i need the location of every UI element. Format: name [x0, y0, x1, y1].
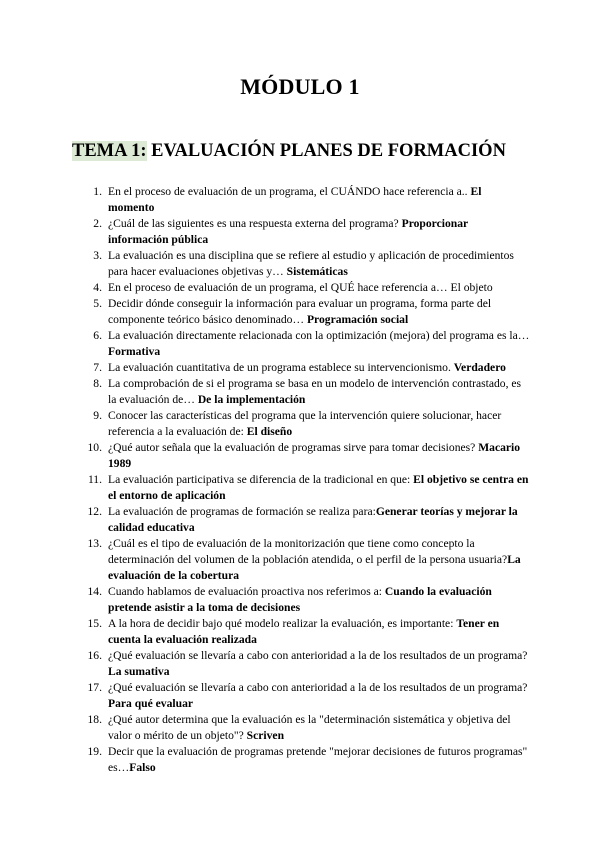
answer-text: La sumativa	[108, 665, 170, 678]
item-number: 1.	[93, 185, 102, 198]
module-title: MÓDULO 1	[240, 74, 360, 99]
item-number: 12.	[87, 505, 102, 518]
answer-text: Tener en cuenta la evaluación realizada	[108, 617, 500, 646]
list-item	[86, 616, 530, 648]
question-text: A la hora de decidir bajo qué modelo realizar la evaluación, es importante:	[108, 617, 457, 630]
item-number: 11.	[87, 473, 102, 486]
list-item	[86, 440, 530, 472]
question-text: ¿Qué autor determina que la evaluación es la "determinación sistemática y objetiva del valor o mérito de un objeto"?	[108, 713, 511, 742]
answer-text: Scriven	[246, 729, 285, 742]
list-item	[86, 584, 530, 616]
item-number: 13.	[87, 537, 102, 550]
item-number: 3.	[93, 249, 102, 262]
list-item	[86, 360, 530, 376]
question-text: ¿Qué autor señala que la evaluación de programas sirve para tomar decisiones?	[108, 441, 479, 454]
list-item	[86, 712, 530, 744]
item-number: 4.	[93, 281, 102, 294]
answer-text: Generar teorías y mejorar la calidad educativa	[108, 505, 518, 534]
list-item	[86, 216, 530, 248]
item-number: 7.	[93, 361, 102, 374]
topic-heading	[72, 141, 506, 162]
list-item	[86, 504, 530, 536]
question-text: La evaluación participativa se diferencia de la tradicional en que:	[108, 473, 414, 486]
list-item	[86, 328, 530, 360]
list-item	[86, 408, 530, 440]
answer-text: El diseño	[246, 425, 293, 438]
item-number: 5.	[93, 297, 102, 310]
question-text: ¿Cuál es el tipo de evaluación de la monitorización que tiene como concepto la determinación del volumen de la población atendida, o el perfil de la persona usuaria?	[108, 537, 508, 566]
question-text: La comprobación de si el programa se basa en un modelo de intervención contrastado, es la evaluación de…	[108, 377, 522, 406]
question-list	[86, 184, 530, 776]
answer-text: La evaluación de la cobertura	[108, 553, 521, 582]
question-text: En el proceso de evaluación de un programa, el CUÁNDO hace referencia a..	[108, 185, 471, 198]
topic-label: TEMA 1:	[72, 141, 147, 161]
question-text: Conocer las características del programa que la intervención quiere solucionar, hacer referencia a la evaluación de:	[108, 409, 502, 438]
answer-text: Macario 1989	[108, 441, 521, 470]
item-number: 14.	[87, 585, 102, 598]
list-item	[86, 744, 530, 776]
answer-text: Para qué evaluar	[108, 697, 194, 710]
item-number: 2.	[93, 217, 102, 230]
list-item	[86, 280, 530, 296]
question-text: La evaluación directamente relacionada con la optimización (mejora) del programa es la…	[108, 329, 530, 342]
item-number: 18.	[87, 713, 102, 726]
answer-text: Verdadero	[453, 361, 506, 374]
question-text: Cuando hablamos de evaluación proactiva nos referimos a:	[108, 585, 385, 598]
item-number: 19.	[87, 745, 102, 758]
question-text: En el proceso de evaluación de un programa, el QUÉ hace referencia a… El objeto	[108, 281, 493, 294]
list-item	[86, 376, 530, 408]
list-item	[86, 680, 530, 712]
question-text: La evaluación es una disciplina que se refiere al estudio y aplicación de procedimientos para hacer evaluaciones objetivas y…	[108, 249, 514, 278]
question-text: ¿Qué evaluación se llevaría a cabo con anterioridad a la de los resultados de un programa?	[108, 681, 528, 694]
question-text: ¿Cuál de las siguientes es una respuesta externa del programa?	[108, 217, 402, 230]
list-item	[86, 184, 530, 216]
question-text: ¿Qué evaluación se llevaría a cabo con anterioridad a la de los resultados de un programa?	[108, 649, 528, 662]
question-text: La evaluación de programas de formación se realiza para:	[108, 505, 376, 518]
list-item	[86, 248, 530, 280]
list-item	[86, 472, 530, 504]
question-text: Decir que la evaluación de programas pretende "mejorar decisiones de futuros programas" es…	[108, 745, 528, 774]
item-number: 6.	[93, 329, 102, 342]
answer-text: Formativa	[108, 345, 161, 358]
question-text: La evaluación cuantitativa de un programa establece su intervencionismo.	[108, 361, 454, 374]
list-item	[86, 648, 530, 680]
item-number: 9.	[93, 409, 102, 422]
topic-title: EVALUACIÓN PLANES DE FORMACIÓN	[146, 141, 506, 161]
item-number: 15.	[87, 617, 102, 630]
answer-text: El momento	[108, 185, 482, 214]
answer-text: Sistemáticas	[286, 265, 348, 278]
item-number: 16.	[87, 649, 102, 662]
answer-text: De la implementación	[197, 393, 306, 406]
answer-text: El objetivo se centra en el entorno de aplicación	[108, 473, 529, 502]
answer-text: Cuando la evaluación pretende asistir a la toma de decisiones	[108, 585, 492, 614]
question-text: Decidir dónde conseguir la información para evaluar un programa, forma parte del componente teórico básico denominado…	[108, 297, 492, 326]
item-number: 8.	[93, 377, 102, 390]
item-number: 10.	[87, 441, 102, 454]
answer-text: Proporcionar información pública	[108, 217, 468, 246]
list-item	[86, 296, 530, 328]
answer-text: Programación social	[306, 313, 409, 326]
list-item	[86, 536, 530, 584]
item-number: 17.	[87, 681, 102, 694]
answer-text: Falso	[129, 761, 156, 774]
